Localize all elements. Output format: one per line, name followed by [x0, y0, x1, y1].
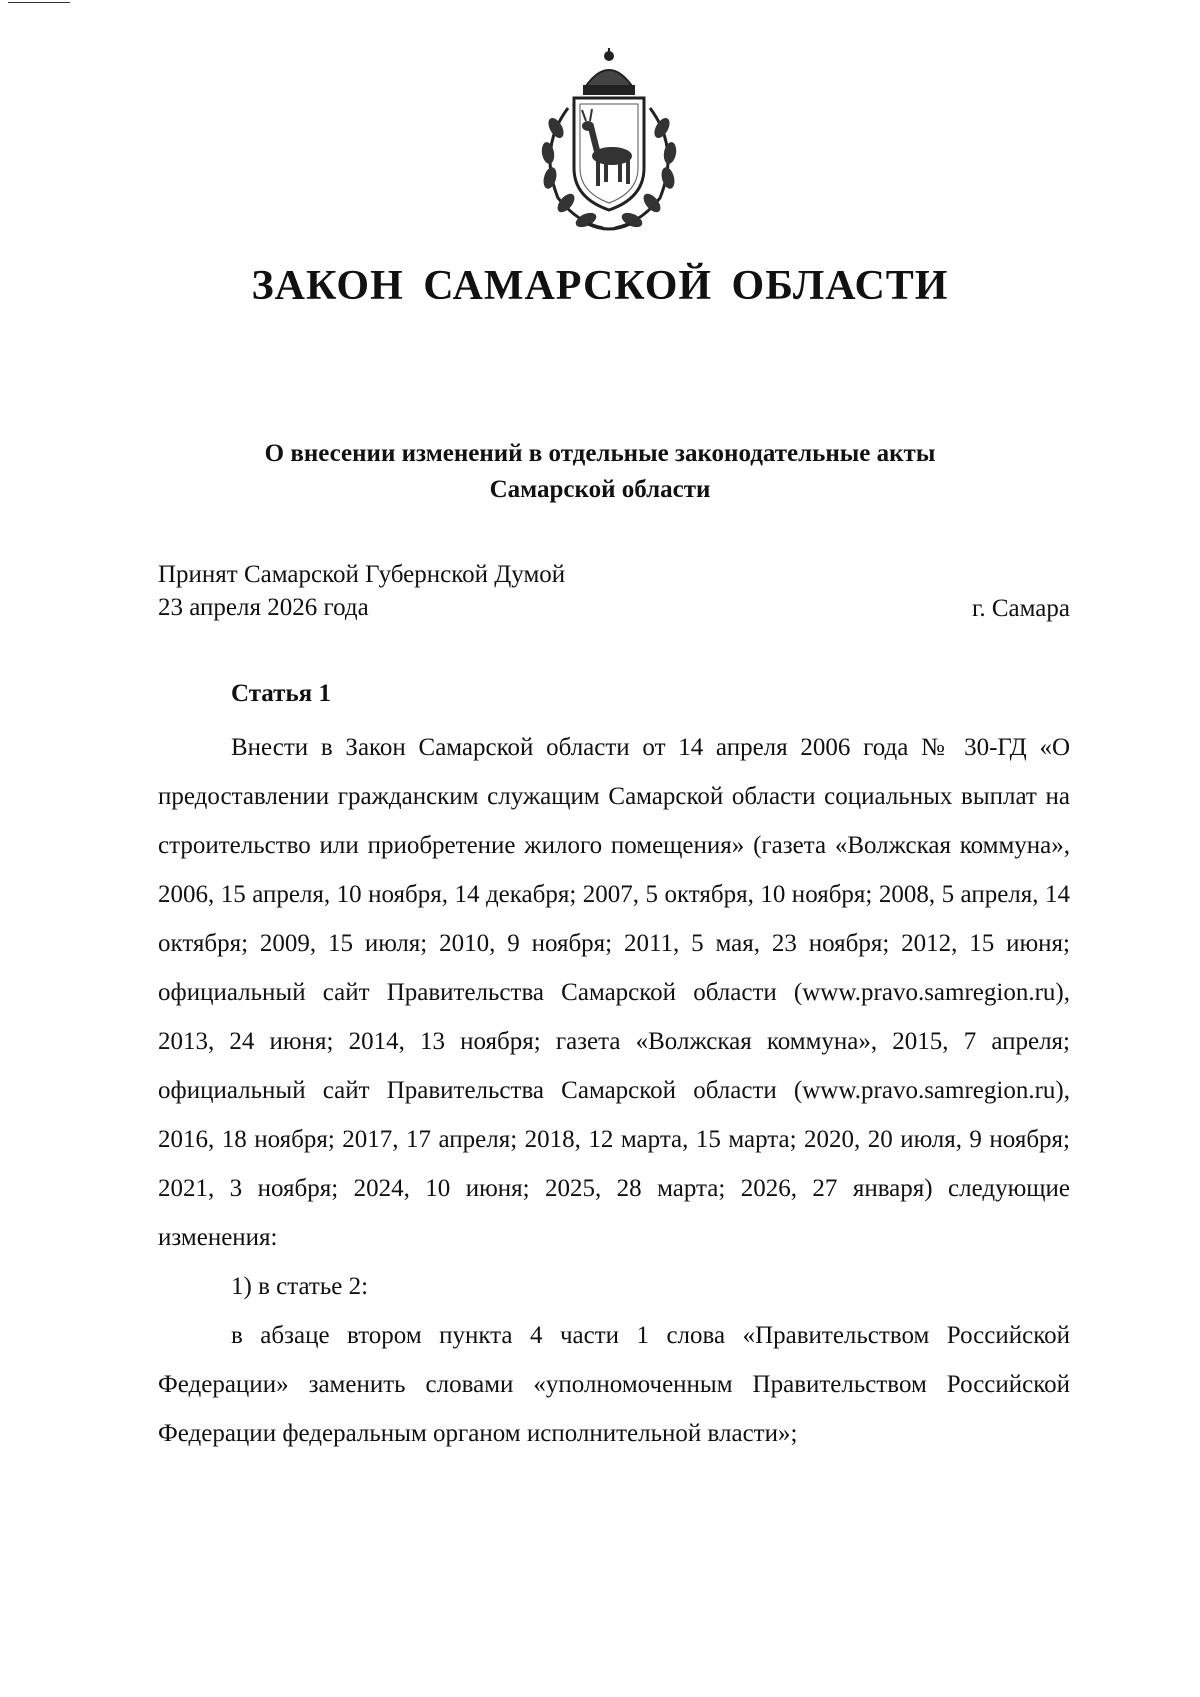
- law-subtitle: [0, 436, 1200, 508]
- subtitle-line-1: О внесении изменений в отдельные законодательные акты: [264, 440, 936, 467]
- paragraph-3: в абзаце втором пункта 4 части 1 слова «Правительством Российской Федерации» заменить словами «уполномоченным Правительством Российской Федерации федеральным органом исполнительной власти»;: [158, 1322, 1070, 1447]
- scan-mark: [8, 2, 70, 3]
- samara-coat-of-arms-icon: [528, 48, 690, 238]
- paragraph-2: 1) в статье 2:: [231, 1273, 369, 1300]
- article-body: [158, 723, 1070, 1458]
- law-title: ЗАКОН САМАРСКОЙ ОБЛАСТИ: [251, 263, 949, 309]
- subtitle-line-2: Самарской области: [489, 476, 711, 503]
- city: г. Самара: [971, 595, 1070, 622]
- adopted-date: 23 апреля 2026 года: [158, 594, 369, 621]
- adoption-info: [158, 558, 565, 624]
- adopted-by: Принят Самарской Губернской Думой: [158, 561, 566, 588]
- paragraph-1: Внести в Закон Самарской области от 14 апреля 2006 года № 30-ГД «О предоставлении гражданским служащим Самарской области социальных выплат на строительство или приобретение жилого помещения» (газета «Волжская коммуна», 2006, 15 апреля, 10 ноября, 14 декабря; 2007, 5 октября, 10 ноября; 2008, 5 апреля, 14 октября; 2009, 15 июля; 2010, 9 ноября; 2011, 5 мая, 23 ноября; 2012, 15 июня; официальный сайт Правительства Самарской области (www.pravo.samregion.ru), 2013, 24 июня; 2014, 13 ноября; газета «Волжская коммуна», 2015, 7 апреля; официальный сайт Правительства Самарской области (www.pravo.samregion.ru), 2016, 18 ноября; 2017, 17 апреля; 2018, 12 марта, 15 марта; 2020, 20 июля, 9 ноября; 2021, 3 ноября; 2024, 10 июня; 2025, 28 марта; 2026, 27 января) следующие изменения:: [158, 734, 1070, 1251]
- article-heading: Статья 1: [231, 680, 331, 707]
